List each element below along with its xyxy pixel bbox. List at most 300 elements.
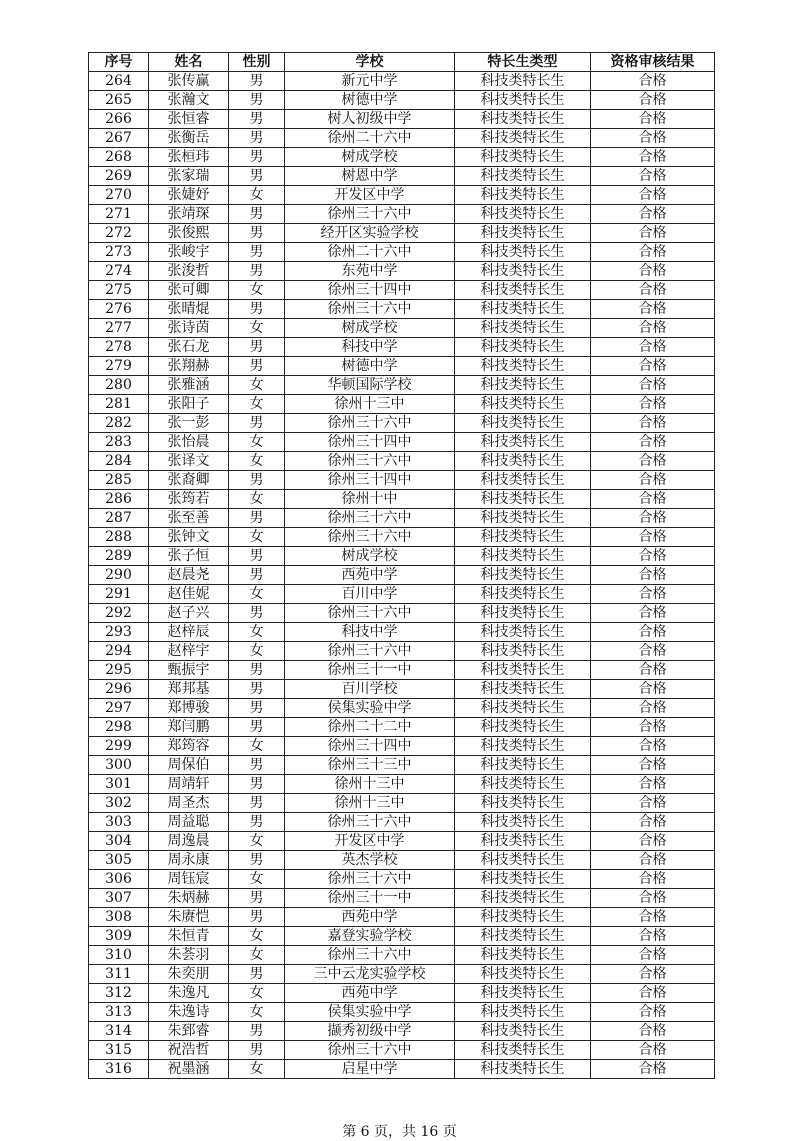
- cell-index: 285: [89, 471, 149, 490]
- cell-school: 树成学校: [285, 148, 455, 167]
- cell-review-result: 合格: [591, 262, 715, 281]
- cell-name: 周永康: [149, 851, 229, 870]
- table-row: [89, 604, 715, 623]
- cell-school: 徐州三十六中: [285, 205, 455, 224]
- cell-index: 298: [89, 718, 149, 737]
- cell-gender: 男: [229, 851, 285, 870]
- cell-index: 288: [89, 528, 149, 547]
- cell-name: 张一彭: [149, 414, 229, 433]
- header-school: 学校: [285, 53, 455, 72]
- cell-gender: 男: [229, 775, 285, 794]
- cell-specialty-type: 科技类特长生: [455, 376, 591, 395]
- cell-index: 269: [89, 167, 149, 186]
- cell-index: 268: [89, 148, 149, 167]
- cell-name: 张子恒: [149, 547, 229, 566]
- table-row: [89, 433, 715, 452]
- table-row: [89, 756, 715, 775]
- table-row: [89, 452, 715, 471]
- table-row: [89, 357, 715, 376]
- cell-gender: 男: [229, 699, 285, 718]
- cell-gender: 男: [229, 509, 285, 528]
- cell-name: 朱郅睿: [149, 1022, 229, 1041]
- cell-gender: 女: [229, 452, 285, 471]
- qualification-sheet: [88, 52, 714, 1079]
- cell-review-result: 合格: [591, 186, 715, 205]
- cell-school: 科技中学: [285, 623, 455, 642]
- cell-index: 306: [89, 870, 149, 889]
- cell-review-result: 合格: [591, 927, 715, 946]
- cell-name: 张至善: [149, 509, 229, 528]
- cell-review-result: 合格: [591, 604, 715, 623]
- table-row: [89, 699, 715, 718]
- cell-index: 282: [89, 414, 149, 433]
- cell-school: 经开区实验学校: [285, 224, 455, 243]
- cell-name: 朱荟羽: [149, 946, 229, 965]
- table-row: [89, 737, 715, 756]
- cell-gender: 男: [229, 680, 285, 699]
- cell-specialty-type: 科技类特长生: [455, 91, 591, 110]
- cell-gender: 男: [229, 129, 285, 148]
- cell-index: 265: [89, 91, 149, 110]
- cell-gender: 男: [229, 338, 285, 357]
- table-row: [89, 1060, 715, 1079]
- table-row: [89, 509, 715, 528]
- cell-name: 郑闫鹏: [149, 718, 229, 737]
- table-row: [89, 566, 715, 585]
- cell-specialty-type: 科技类特长生: [455, 72, 591, 91]
- cell-name: 赵梓辰: [149, 623, 229, 642]
- cell-gender: 男: [229, 110, 285, 129]
- cell-specialty-type: 科技类特长生: [455, 851, 591, 870]
- header-review-result: 资格审核结果: [591, 53, 715, 72]
- cell-review-result: 合格: [591, 91, 715, 110]
- table-row: [89, 91, 715, 110]
- cell-index: 297: [89, 699, 149, 718]
- cell-review-result: 合格: [591, 737, 715, 756]
- cell-review-result: 合格: [591, 889, 715, 908]
- cell-review-result: 合格: [591, 528, 715, 547]
- cell-review-result: 合格: [591, 110, 715, 129]
- cell-school: 西苑中学: [285, 566, 455, 585]
- cell-review-result: 合格: [591, 775, 715, 794]
- cell-school: 徐州三十六中: [285, 414, 455, 433]
- cell-specialty-type: 科技类特长生: [455, 1022, 591, 1041]
- cell-index: 302: [89, 794, 149, 813]
- cell-school: 科技中学: [285, 338, 455, 357]
- cell-gender: 男: [229, 205, 285, 224]
- cell-specialty-type: 科技类特长生: [455, 984, 591, 1003]
- cell-gender: 女: [229, 737, 285, 756]
- cell-gender: 男: [229, 547, 285, 566]
- cell-specialty-type: 科技类特长生: [455, 205, 591, 224]
- cell-school: 徐州三十六中: [285, 1041, 455, 1060]
- cell-gender: 男: [229, 1022, 285, 1041]
- cell-name: 张晴焜: [149, 300, 229, 319]
- cell-specialty-type: 科技类特长生: [455, 566, 591, 585]
- cell-specialty-type: 科技类特长生: [455, 490, 591, 509]
- table-row: [89, 680, 715, 699]
- cell-review-result: 合格: [591, 452, 715, 471]
- cell-name: 郑筠容: [149, 737, 229, 756]
- cell-review-result: 合格: [591, 680, 715, 699]
- header-specialty-type: 特长生类型: [455, 53, 591, 72]
- cell-specialty-type: 科技类特长生: [455, 1060, 591, 1079]
- cell-review-result: 合格: [591, 148, 715, 167]
- cell-school: 西苑中学: [285, 908, 455, 927]
- cell-review-result: 合格: [591, 965, 715, 984]
- table-row: [89, 148, 715, 167]
- cell-specialty-type: 科技类特长生: [455, 813, 591, 832]
- cell-review-result: 合格: [591, 433, 715, 452]
- cell-name: 周钰宸: [149, 870, 229, 889]
- table-row: [89, 851, 715, 870]
- cell-name: 张传赢: [149, 72, 229, 91]
- cell-index: 271: [89, 205, 149, 224]
- cell-gender: 男: [229, 91, 285, 110]
- cell-index: 309: [89, 927, 149, 946]
- cell-name: 张石龙: [149, 338, 229, 357]
- cell-school: 百川中学: [285, 585, 455, 604]
- cell-gender: 女: [229, 1060, 285, 1079]
- cell-school: 徐州三十六中: [285, 604, 455, 623]
- cell-review-result: 合格: [591, 547, 715, 566]
- table-row: [89, 129, 715, 148]
- cell-school: 徐州三十一中: [285, 889, 455, 908]
- cell-gender: 男: [229, 414, 285, 433]
- cell-school: 徐州十三中: [285, 395, 455, 414]
- cell-gender: 女: [229, 281, 285, 300]
- cell-review-result: 合格: [591, 908, 715, 927]
- cell-review-result: 合格: [591, 300, 715, 319]
- cell-index: 277: [89, 319, 149, 338]
- page-number: 第 6 页，共 16 页: [342, 1124, 457, 1140]
- cell-school: 嘉登实验学校: [285, 927, 455, 946]
- cell-review-result: 合格: [591, 642, 715, 661]
- cell-review-result: 合格: [591, 1003, 715, 1022]
- cell-specialty-type: 科技类特长生: [455, 794, 591, 813]
- cell-name: 朱赓恺: [149, 908, 229, 927]
- cell-index: 291: [89, 585, 149, 604]
- header-gender: 性别: [229, 53, 285, 72]
- table-row: [89, 1003, 715, 1022]
- cell-specialty-type: 科技类特长生: [455, 281, 591, 300]
- cell-review-result: 合格: [591, 281, 715, 300]
- cell-review-result: 合格: [591, 832, 715, 851]
- cell-name: 张峻宇: [149, 243, 229, 262]
- cell-school: 徐州十三中: [285, 775, 455, 794]
- cell-school: 徐州十三中: [285, 794, 455, 813]
- table-row: [89, 338, 715, 357]
- cell-index: 315: [89, 1041, 149, 1060]
- cell-name: 张靖琛: [149, 205, 229, 224]
- table-row: [89, 718, 715, 737]
- cell-gender: 男: [229, 167, 285, 186]
- cell-name: 张怡晨: [149, 433, 229, 452]
- cell-name: 朱炳赫: [149, 889, 229, 908]
- table-row: [89, 965, 715, 984]
- cell-specialty-type: 科技类特长生: [455, 509, 591, 528]
- cell-school: 树成学校: [285, 319, 455, 338]
- cell-gender: 男: [229, 756, 285, 775]
- cell-index: 303: [89, 813, 149, 832]
- cell-school: 徐州二十六中: [285, 243, 455, 262]
- cell-index: 300: [89, 756, 149, 775]
- cell-specialty-type: 科技类特长生: [455, 775, 591, 794]
- table-row: [89, 775, 715, 794]
- cell-gender: 男: [229, 148, 285, 167]
- cell-gender: 男: [229, 718, 285, 737]
- cell-review-result: 合格: [591, 224, 715, 243]
- cell-index: 294: [89, 642, 149, 661]
- cell-gender: 男: [229, 72, 285, 91]
- cell-review-result: 合格: [591, 585, 715, 604]
- cell-index: 278: [89, 338, 149, 357]
- table-body: [89, 72, 715, 1079]
- table-row: [89, 870, 715, 889]
- table-row: [89, 528, 715, 547]
- cell-gender: 男: [229, 794, 285, 813]
- cell-name: 张瀚文: [149, 91, 229, 110]
- cell-review-result: 合格: [591, 813, 715, 832]
- cell-gender: 男: [229, 566, 285, 585]
- cell-index: 312: [89, 984, 149, 1003]
- cell-name: 张桓玮: [149, 148, 229, 167]
- cell-name: 郑博骏: [149, 699, 229, 718]
- table-row: [89, 72, 715, 91]
- cell-school: 三中云龙实验学校: [285, 965, 455, 984]
- cell-name: 周益聪: [149, 813, 229, 832]
- cell-name: 祝浩哲: [149, 1041, 229, 1060]
- cell-school: 徐州三十六中: [285, 870, 455, 889]
- cell-specialty-type: 科技类特长生: [455, 965, 591, 984]
- cell-school: 徐州三十四中: [285, 433, 455, 452]
- table-row: [89, 319, 715, 338]
- cell-index: 313: [89, 1003, 149, 1022]
- cell-index: 290: [89, 566, 149, 585]
- cell-index: 284: [89, 452, 149, 471]
- cell-specialty-type: 科技类特长生: [455, 1003, 591, 1022]
- cell-name: 张衡岳: [149, 129, 229, 148]
- cell-school: 徐州三十六中: [285, 528, 455, 547]
- cell-school: 新元中学: [285, 72, 455, 91]
- table-row: [89, 547, 715, 566]
- cell-specialty-type: 科技类特长生: [455, 718, 591, 737]
- cell-gender: 女: [229, 186, 285, 205]
- cell-school: 徐州三十六中: [285, 300, 455, 319]
- cell-school: 东苑中学: [285, 262, 455, 281]
- cell-name: 张钟文: [149, 528, 229, 547]
- cell-index: 286: [89, 490, 149, 509]
- cell-gender: 女: [229, 946, 285, 965]
- cell-gender: 女: [229, 395, 285, 414]
- cell-index: 272: [89, 224, 149, 243]
- cell-school: 徐州三十三中: [285, 756, 455, 775]
- cell-specialty-type: 科技类特长生: [455, 642, 591, 661]
- cell-school: 西苑中学: [285, 984, 455, 1003]
- table-row: [89, 186, 715, 205]
- cell-school: 华顿国际学校: [285, 376, 455, 395]
- cell-name: 祝墨涵: [149, 1060, 229, 1079]
- cell-index: 314: [89, 1022, 149, 1041]
- cell-review-result: 合格: [591, 357, 715, 376]
- cell-gender: 男: [229, 471, 285, 490]
- cell-school: 树人初级中学: [285, 110, 455, 129]
- cell-name: 周圣杰: [149, 794, 229, 813]
- cell-name: 张雅涵: [149, 376, 229, 395]
- cell-specialty-type: 科技类特长生: [455, 699, 591, 718]
- cell-specialty-type: 科技类特长生: [455, 471, 591, 490]
- cell-review-result: 合格: [591, 1041, 715, 1060]
- cell-gender: 女: [229, 376, 285, 395]
- table-row: [89, 1041, 715, 1060]
- cell-school: 徐州三十六中: [285, 946, 455, 965]
- cell-name: 张翔赫: [149, 357, 229, 376]
- cell-index: 283: [89, 433, 149, 452]
- cell-index: 293: [89, 623, 149, 642]
- cell-specialty-type: 科技类特长生: [455, 661, 591, 680]
- cell-index: 304: [89, 832, 149, 851]
- cell-name: 赵子兴: [149, 604, 229, 623]
- cell-index: 311: [89, 965, 149, 984]
- cell-index: 292: [89, 604, 149, 623]
- table-row: [89, 946, 715, 965]
- cell-gender: 女: [229, 585, 285, 604]
- cell-index: 275: [89, 281, 149, 300]
- header-index: 序号: [89, 53, 149, 72]
- table-row: [89, 832, 715, 851]
- cell-school: 启星中学: [285, 1060, 455, 1079]
- cell-review-result: 合格: [591, 414, 715, 433]
- cell-school: 徐州三十一中: [285, 661, 455, 680]
- cell-school: 徐州二十二中: [285, 718, 455, 737]
- cell-review-result: 合格: [591, 471, 715, 490]
- table-row: [89, 205, 715, 224]
- cell-specialty-type: 科技类特长生: [455, 395, 591, 414]
- table-header-row: [89, 53, 715, 72]
- cell-gender: 男: [229, 889, 285, 908]
- cell-school: 树恩中学: [285, 167, 455, 186]
- cell-specialty-type: 科技类特长生: [455, 946, 591, 965]
- table-row: [89, 984, 715, 1003]
- cell-gender: 女: [229, 1003, 285, 1022]
- cell-school: 树德中学: [285, 91, 455, 110]
- cell-index: 287: [89, 509, 149, 528]
- cell-school: 开发区中学: [285, 186, 455, 205]
- cell-name: 张婕妤: [149, 186, 229, 205]
- cell-gender: 女: [229, 319, 285, 338]
- cell-name: 张家瑞: [149, 167, 229, 186]
- cell-name: 郑邦基: [149, 680, 229, 699]
- cell-review-result: 合格: [591, 243, 715, 262]
- cell-specialty-type: 科技类特长生: [455, 357, 591, 376]
- cell-gender: 男: [229, 300, 285, 319]
- cell-index: 267: [89, 129, 149, 148]
- cell-review-result: 合格: [591, 946, 715, 965]
- cell-gender: 男: [229, 357, 285, 376]
- table-row: [89, 243, 715, 262]
- cell-gender: 男: [229, 813, 285, 832]
- cell-specialty-type: 科技类特长生: [455, 585, 591, 604]
- cell-name: 赵晨尧: [149, 566, 229, 585]
- cell-name: 张俊熙: [149, 224, 229, 243]
- cell-review-result: 合格: [591, 699, 715, 718]
- cell-gender: 女: [229, 433, 285, 452]
- cell-name: 张筠若: [149, 490, 229, 509]
- cell-specialty-type: 科技类特长生: [455, 547, 591, 566]
- cell-specialty-type: 科技类特长生: [455, 680, 591, 699]
- table-row: [89, 889, 715, 908]
- cell-index: 305: [89, 851, 149, 870]
- cell-specialty-type: 科技类特长生: [455, 832, 591, 851]
- cell-gender: 女: [229, 528, 285, 547]
- table-row: [89, 490, 715, 509]
- cell-specialty-type: 科技类特长生: [455, 338, 591, 357]
- table-row: [89, 262, 715, 281]
- cell-index: 264: [89, 72, 149, 91]
- cell-specialty-type: 科技类特长生: [455, 1041, 591, 1060]
- cell-school: 侯集实验中学: [285, 699, 455, 718]
- cell-index: 270: [89, 186, 149, 205]
- cell-name: 朱恒青: [149, 927, 229, 946]
- cell-name: 张恒睿: [149, 110, 229, 129]
- cell-school: 徐州三十六中: [285, 813, 455, 832]
- cell-gender: 女: [229, 984, 285, 1003]
- cell-index: 281: [89, 395, 149, 414]
- cell-name: 张可卿: [149, 281, 229, 300]
- cell-review-result: 合格: [591, 205, 715, 224]
- table-row: [89, 1022, 715, 1041]
- cell-specialty-type: 科技类特长生: [455, 927, 591, 946]
- cell-name: 周逸晨: [149, 832, 229, 851]
- cell-review-result: 合格: [591, 72, 715, 91]
- cell-specialty-type: 科技类特长生: [455, 528, 591, 547]
- cell-school: 树德中学: [285, 357, 455, 376]
- cell-gender: 女: [229, 927, 285, 946]
- cell-name: 周保伯: [149, 756, 229, 775]
- table-row: [89, 623, 715, 642]
- cell-review-result: 合格: [591, 794, 715, 813]
- table-row: [89, 813, 715, 832]
- cell-name: 张浚哲: [149, 262, 229, 281]
- cell-school: 英杰学校: [285, 851, 455, 870]
- cell-school: 开发区中学: [285, 832, 455, 851]
- cell-specialty-type: 科技类特长生: [455, 148, 591, 167]
- table-row: [89, 471, 715, 490]
- cell-name: 朱逸诗: [149, 1003, 229, 1022]
- cell-index: 279: [89, 357, 149, 376]
- cell-gender: 男: [229, 243, 285, 262]
- cell-index: 310: [89, 946, 149, 965]
- cell-review-result: 合格: [591, 509, 715, 528]
- cell-index: 273: [89, 243, 149, 262]
- cell-review-result: 合格: [591, 376, 715, 395]
- cell-review-result: 合格: [591, 623, 715, 642]
- cell-specialty-type: 科技类特长生: [455, 604, 591, 623]
- cell-index: 274: [89, 262, 149, 281]
- cell-gender: 男: [229, 224, 285, 243]
- cell-specialty-type: 科技类特长生: [455, 224, 591, 243]
- cell-gender: 男: [229, 604, 285, 623]
- cell-review-result: 合格: [591, 1060, 715, 1079]
- cell-specialty-type: 科技类特长生: [455, 167, 591, 186]
- cell-school: 徐州三十四中: [285, 281, 455, 300]
- table-row: [89, 110, 715, 129]
- cell-specialty-type: 科技类特长生: [455, 623, 591, 642]
- cell-specialty-type: 科技类特长生: [455, 262, 591, 281]
- qualification-table: [88, 52, 715, 1079]
- cell-review-result: 合格: [591, 566, 715, 585]
- cell-index: 307: [89, 889, 149, 908]
